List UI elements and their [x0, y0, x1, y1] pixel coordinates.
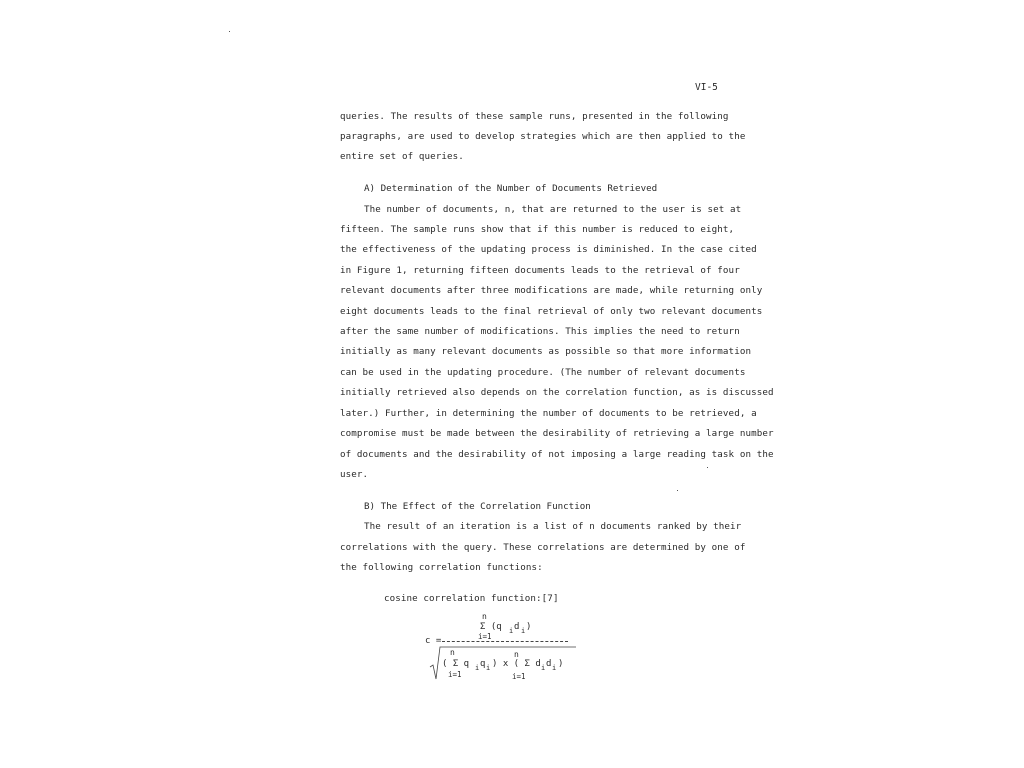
text-line: the effectiveness of the updating process is diminished. In the case cited — [340, 244, 757, 255]
text-line: correlations with the query. These correlations are determined by one of — [340, 542, 746, 553]
text-line: compromise must be made between the desirability of retrieving a large number — [340, 428, 774, 439]
numerator-subscript: i — [521, 627, 526, 635]
text-line: The number of documents, n, that are returned to the user is set at — [364, 204, 742, 215]
text-line: initially retrieved also depends on the correlation function, as is discussed — [340, 387, 774, 398]
text-line: user. — [340, 469, 369, 480]
formula-caption: cosine correlation function:[7] — [384, 593, 559, 604]
scan-speck — [707, 467, 708, 468]
denominator-d: d — [546, 659, 552, 669]
denominator-subscript: i — [552, 664, 557, 672]
text-line: the following correlation functions: — [340, 562, 543, 573]
numerator-sigma: Σ (q — [480, 622, 502, 632]
numerator-d: d — [514, 622, 520, 632]
text-line: paragraphs, are used to develop strategies which are then applied to the — [340, 131, 746, 142]
numerator-upper-limit: n — [482, 612, 487, 621]
numerator-close: ) — [526, 622, 532, 632]
denominator-upper-limit: n — [450, 648, 455, 657]
text-line: in Figure 1, returning fifteen documents leads to the retrieval of four — [340, 265, 740, 276]
denominator-q: q — [480, 659, 486, 669]
formula-lhs: c = — [425, 636, 442, 646]
cosine-formula — [420, 612, 580, 682]
text-line: initially as many relevant documents as possible so that more information — [340, 346, 752, 357]
section-b-heading: B) The Effect of the Correlation Function — [364, 501, 591, 512]
denominator-lower-limit: i=1 — [512, 672, 526, 681]
numerator-lower-limit: i=1 — [478, 632, 492, 641]
denominator-expression: ( Σ q — [442, 659, 470, 669]
text-line: eight documents leads to the final retrieval of only two relevant documents — [340, 306, 763, 317]
text-line: later.) Further, in determining the number of documents to be retrieved, a — [340, 408, 757, 419]
text-line: relevant documents after three modifications are made, while returning only — [340, 285, 763, 296]
denominator-subscript: i — [486, 664, 491, 672]
denominator-close: ) — [558, 659, 564, 669]
section-a-heading: A) Determination of the Number of Documents Retrieved — [364, 183, 658, 194]
denominator-subscript: i — [541, 664, 546, 672]
text-line: The result of an iteration is a list of n documents ranked by their — [364, 521, 742, 532]
text-line: queries. The results of these sample runs, presented in the following — [340, 111, 729, 122]
text-line: after the same number of modifications. This implies the need to return — [340, 326, 740, 337]
denominator-middle: ) x ( Σ d — [492, 659, 541, 669]
text-line: entire set of queries. — [340, 151, 464, 162]
text-line: fifteen. The sample runs show that if this number is reduced to eight, — [340, 224, 735, 235]
denominator-subscript: i — [475, 664, 480, 672]
text-line: of documents and the desirability of not imposing a large reading task on the — [340, 449, 774, 460]
denominator-lower-limit: i=1 — [448, 670, 462, 679]
text-line: can be used in the updating procedure. (The number of relevant documents — [340, 367, 746, 378]
page-number: VI-5 — [695, 82, 718, 93]
numerator-subscript: i — [509, 627, 514, 635]
scan-speck — [677, 490, 678, 491]
fraction-bar — [442, 641, 568, 642]
scan-speck — [229, 31, 230, 32]
denominator-upper-limit: n — [514, 650, 519, 659]
